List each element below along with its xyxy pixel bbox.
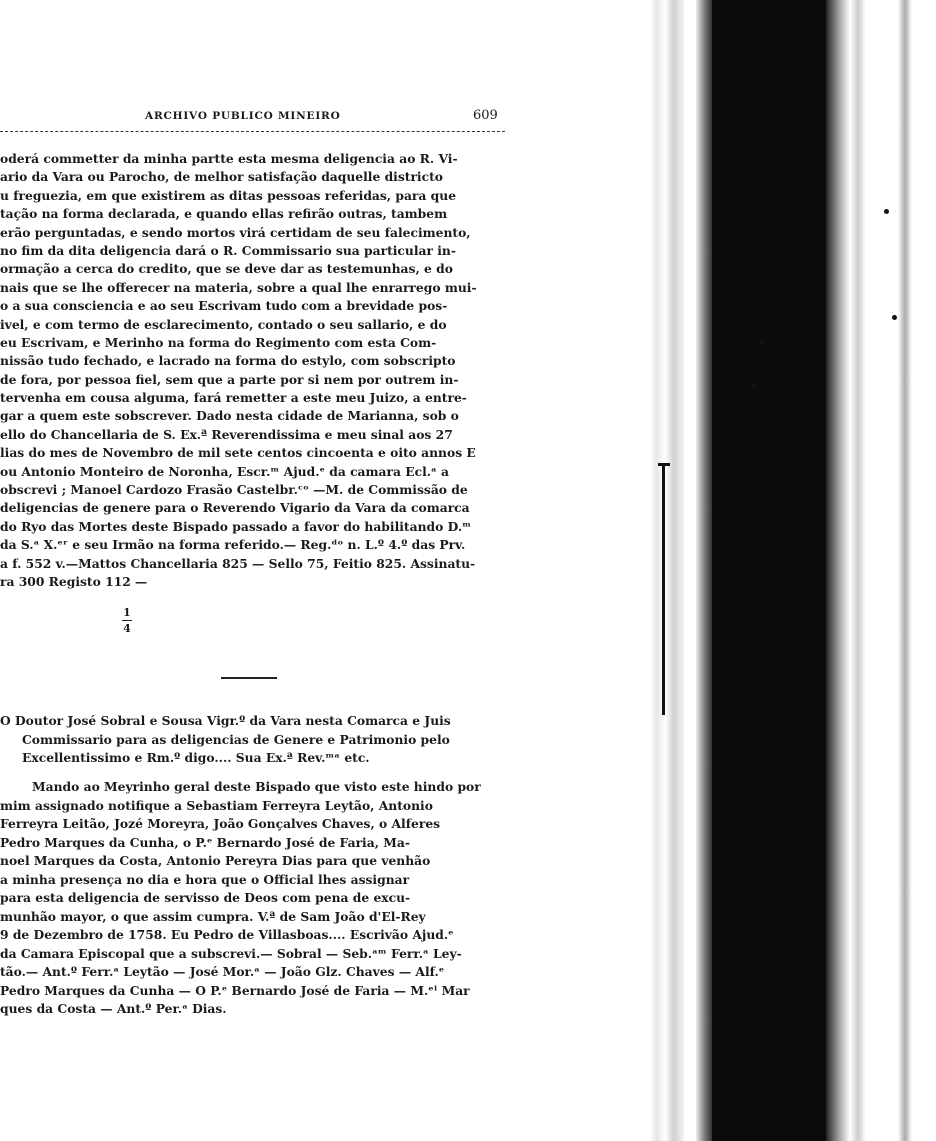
text-line: tervenha em cousa alguma, fará remetter a este meu Juizo, a entre- (0, 390, 467, 406)
text-line: para esta deligencia de servisso de Deos com pena de excu- (0, 890, 411, 905)
text-line: noel Marques da Costa, Antonio Pereyra Dias para que venhão (0, 853, 431, 868)
text-line: ra 300 Registo 112 — (0, 573, 148, 589)
text-line: lias do mes de Novembro de mil sete centos cincoenta e oito annos E (0, 445, 476, 461)
speck (759, 339, 764, 344)
text-line: ello do Chancellaria de S. Ex.ª Reverendissima e meu sinal aos 27 (0, 426, 453, 442)
speck (884, 209, 889, 214)
text-line: O Doutor José Sobral e Sousa Vigr.º da Vara nesta Comarca e Juis (0, 713, 451, 728)
text-line: Ferreyra Leitão, Jozé Moreyra, João Gonçalves Chaves, o Alferes (0, 816, 441, 831)
paragraph-commission (0, 150, 508, 591)
text-line: da Camara Episcopal que a subscrevi.— Sobral — Seb.ᵃᵐ Ferr.ᵃ Ley- (0, 945, 462, 961)
text-line: ivel, e com termo de esclarecimento, contado o seu sallario, e do (0, 316, 447, 332)
header-title: ARCHIVO PUBLICO MINEIRO (145, 110, 341, 122)
text-line: munhão mayor, o que assim cumpra. V.ª de Sam João d'El-Rey (0, 908, 426, 924)
page-number: 609 (473, 108, 498, 123)
text-line: ques da Costa — Ant.º Per.ᵃ Dias. (0, 1001, 227, 1016)
text-line: do Ryo das Mortes deste Bispado passado a favor do habilitando D.ᵐ (0, 518, 472, 534)
fraction-bar (122, 620, 132, 621)
text-line: u freguezia, em que existirem as ditas pessoas referidas, para que (0, 187, 457, 203)
text-line: tão.— Ant.º Ferr.ᵃ Leytão — José Mor.ᵃ — João Glz. Chaves — Alf.ᵉ (0, 964, 445, 979)
text-line: Pedro Marques da Cunha — O P.ᵉ Bernardo José de Faria — M.ᵉˡ Mar (0, 982, 470, 998)
text-line: oderá commetter da minha partte esta mesma deligencia ao R. Vi- (0, 151, 458, 166)
text-line: Excellentissimo e Rm.º digo.... Sua Ex.ª Rev.ᵐᵃ etc. (22, 750, 370, 766)
book-spine-gutter (640, 0, 936, 1141)
text-line: Mando ao Meyrinho geral deste Bispado que visto este hindo por (32, 779, 481, 794)
fraction-denominator: 4 (123, 622, 131, 635)
header-rule (0, 131, 505, 132)
text-line: de fora, por pessoa fiel, sem que a parte por si nem por outrem in- (0, 371, 459, 387)
paragraph-heading-doctor (0, 712, 498, 768)
text-line: tação na forma declarada, e quando ellas refirão outras, tambem (0, 206, 448, 222)
speck (892, 315, 897, 320)
binding-clip (658, 463, 668, 715)
fraction-numerator: 1 (123, 606, 131, 619)
text-line: nissão tudo fechado, e lacrado na forma do estylo, com sobscripto (0, 353, 456, 369)
text-line: a minha presença no dia e hora que o Official lhes assignar (0, 871, 410, 887)
text-line: obscrevi ; Manoel Cardozo Frasão Castelbr.ᶜᵒ —M. de Commissão de (0, 482, 468, 498)
text-line: ormação a cerca do credito, que se deve dar as testemunhas, e do (0, 261, 453, 277)
text-line: erão perguntadas, e sendo mortos virá certidam de seu falecimento, (0, 224, 471, 240)
binding-shadow (712, 0, 827, 1141)
text-line: gar a quem este sobscrever. Dado nesta cidade de Marianna, sob o (0, 408, 459, 424)
text-line: nais que se lhe offerecer na materia, sobre a qual lhe enrarrego mui- (0, 279, 477, 295)
text-line: Pedro Marques da Cunha, o P.ᵉ Bernardo José de Faria, Ma- (0, 834, 410, 850)
paragraph-summons (0, 778, 498, 1019)
section-separator (221, 677, 277, 679)
text-line: da S.ᵃ X.ᵉʳ e seu Irmão na forma referido.— Reg.ᵈᵒ n. L.º 4.º das Prv. (0, 537, 466, 553)
text-line: a f. 552 v.—Mattos Chancellaria 825 — Sello 75, Feitio 825. Assinatu- (0, 555, 476, 571)
text-line: mim assignado notifique a Sebastiam Ferreyra Leytão, Antonio (0, 797, 433, 813)
text-line: deligencias de genere para o Reverendo Vigario da Vara da comarca (0, 500, 470, 516)
text-line: Commissario para as deligencias de Genere e Patrimonio pelo (22, 731, 450, 747)
page-edge (826, 0, 866, 1141)
running-header (0, 110, 520, 130)
fraction-stamp (122, 606, 132, 635)
text-line: ou Antonio Monteiro de Noronha, Escr.ᵐ Ajud.ᵉ da camara Ecl.ᵃ a (0, 463, 450, 479)
text-line: ario da Vara ou Parocho, de melhor satisfação daquelle districto (0, 169, 443, 185)
text-line: no fim da dita deligencia dará o R. Commissario sua particular in- (0, 242, 456, 258)
text-line: 9 de Dezembro de 1758. Eu Pedro de Villasboas.... Escrivão Ajud.ᵉ (0, 927, 454, 942)
text-line: o a sua consciencia e ao seu Escrivam tudo com a brevidade pos- (0, 298, 448, 314)
speck (752, 383, 757, 388)
page-edge (898, 0, 912, 1141)
text-line: eu Escrivam, e Merinho na forma do Regimento com esta Com- (0, 334, 437, 350)
